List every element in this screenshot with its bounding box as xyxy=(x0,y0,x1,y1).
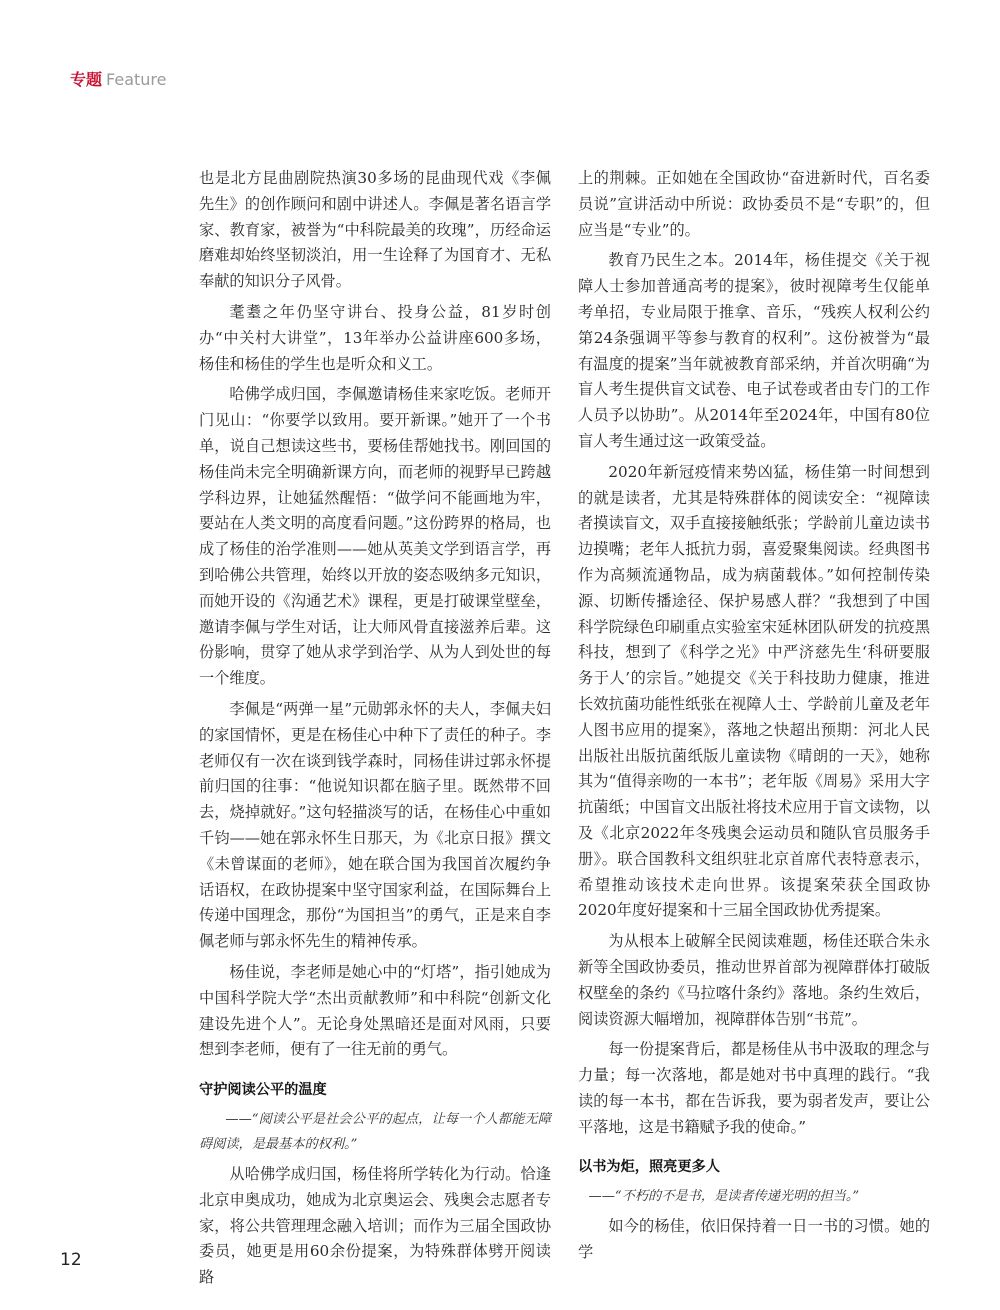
section-category-en: Feature xyxy=(106,70,167,89)
paragraph: 李佩是“两弹一星”元勋郭永怀的夫人，李佩夫妇的家国情怀，更是在杨佳心中种下了责任的种子。李老师仅有一次在谈到钱学森时，同杨佳讲过郭永怀提前归国的往事：“他说知识都在脑子里。既然带不回去，烧掉就好。”这句轻描淡写的话，在杨佳心中重如千钧——她在郭永怀生日那天，为《北京日报》撰文《未曾谋面的老师》，她在联合国为我国首次履约争话语权，在政协提案中坚守国家利益，在国际舞台上传递中国理念，那份“为国担当”的勇气，正是来自李佩老师与郭永怀先生的精神传承。 xyxy=(199,699,551,951)
section-heading: 守护阅读公平的温度 xyxy=(199,1082,327,1099)
paragraph: 2020年新冠疫情来势凶猛，杨佳第一时间想到的就是读者，尤其是特殊群体的阅读安全：“视障读者摸读盲文，双手直接接触纸张；学龄前儿童边读书边摸嘴；老年人抵抗力弱，喜爱聚集阅读。经典图书作为高频流通物品，成为病菌载体。”如何控制传染源、切断传播途径、保护易感人群？“我想到了中国科学院绿色印刷重点实验室宋延林团队研发的抗疫黑科技，想到了《科学之光》中严济慈先生‘科研要服务于人’的宗旨。”她提交《关于科技助力健康，推进长效抗菌功能性纸张在视障人士、学龄前儿童及老年人图书应用的提案》，落地之快超出预期：河北人民出版社出版抗菌纸版儿童读物《晴朗的一天》，她称其为“值得亲吻的一本书”；老年版《周易》采用大字抗菌纸；中国盲文出版社将技术应用于盲文读物，以及《北京2022年冬残奥会运动员和随队官员服务手册》。联合国教科文组织驻北京首席代表特意表示，希望推动该技术走向世界。该提案荣获全国政协2020年度好提案和十三届全国政协优秀提案。 xyxy=(578,462,930,920)
paragraph: 从哈佛学成归国，杨佳将所学转化为行动。恰逢北京申奥成功，她成为北京奥运会、残奥会志愿者专家，将公共管理理念融入培训；而作为三届全国政协委员，她更是用60余份提案，为特殊群体劈开阅读路 xyxy=(199,1165,551,1287)
right-column xyxy=(578,166,930,1271)
paragraph: 每一份提案背后，都是杨佳从书中汲取的理念与力量；每一次落地，都是她对书中真理的践行。“我读的每一本书，都在告诉我，要为弱者发声，要让公平落地，这是书籍赋予我的使命。” xyxy=(578,1040,930,1136)
page-number: 12 xyxy=(60,1250,82,1270)
paragraph: 耄耋之年仍坚守讲台、投身公益，81岁时创办“中关村大讲堂”，13年举办公益讲座600多场，杨佳和杨佳的学生也是听众和义工。 xyxy=(199,302,551,373)
left-column xyxy=(199,166,551,1296)
section-category: 专题 xyxy=(70,70,103,89)
paragraph: 上的荆棘。正如她在全国政协“奋进新时代，百名委员说”宣讲活动中所说：政协委员不是“专职”的，但应当是“专业”的。 xyxy=(578,169,930,239)
section-heading: 以书为炬，照亮更多人 xyxy=(578,1159,720,1176)
paragraph: 教育乃民生之本。2014年，杨佳提交《关于视障人士参加普通高考的提案》，彼时视障考生仅能单考单招，专业局限于推拿、音乐，“残疾人权利公约第24条强调平等参与教育的权利”。这份被誉为“最有温度的提案”当年就被教育部采纳，并首次明确“为盲人考生提供盲文试卷、电子试卷或者由专门的工作人员予以协助”。从2014年至2024年，中国有80位盲人考生通过这一政策受益。 xyxy=(578,251,930,450)
paragraph: 如今的杨佳，依旧保持着一日一书的习惯。她的学 xyxy=(578,1217,930,1262)
paragraph: 为从根本上破解全民阅读难题，杨佳还联合朱永新等全国政协委员，推动世界首部为视障群体打破版权壁垒的条约《马拉喀什条约》落地。条约生效后，阅读资源大幅增加，视障群体告别“书荒”。 xyxy=(578,932,930,1028)
paragraph: 也是北方昆曲剧院热演30多场的昆曲现代戏《李佩先生》的创作顾问和剧中讲述人。李佩是著名语言学家、教育家，被誉为“中科院最美的玫瑰”，历经命运磨难却始终坚韧淡泊，用一生诠释了为国育才、无私奉献的知识分子风骨。 xyxy=(199,169,551,291)
section-quote: ——“不朽的不是书，是读者传递光明的担当。” xyxy=(588,1189,860,1205)
page-header xyxy=(70,70,166,90)
paragraph: 杨佳说，李老师是她心中的“灯塔”，指引她成为中国科学院大学“杰出贡献教师”和中科院“创新文化建设先进个人”。无论身处黑暗还是面对风雨，只要想到李老师，便有了一往无前的勇气。 xyxy=(199,962,551,1059)
section-quote: ——“阅读公平是社会公平的起点，让每一个人都能无障碍阅读，是最基本的权利。” xyxy=(199,1112,551,1153)
paragraph: 哈佛学成归国，李佩邀请杨佳来家吃饭。老师开门见山：“你要学以致用。要开新课。”她开了一个书单，说自己想读这些书，要杨佳帮她找书。刚回国的杨佳尚未完全明确新课方向，而老师的视野早已跨越学科边界，让她猛然醒悟：“做学问不能画地为牢，要站在人类文明的高度看问题。”这份跨界的格局，也成了杨佳的治学准则——她从英美文学到语言学，再到哈佛公共管理，始终以开放的姿态吸纳多元知识，而她开设的《沟通艺术》课程，更是打破课堂壁垒，邀请李佩与学生对话，让大师风骨直接滋养后辈。这份影响，贯穿了她从求学到治学、从为人到处世的每一个维度。 xyxy=(199,385,551,688)
